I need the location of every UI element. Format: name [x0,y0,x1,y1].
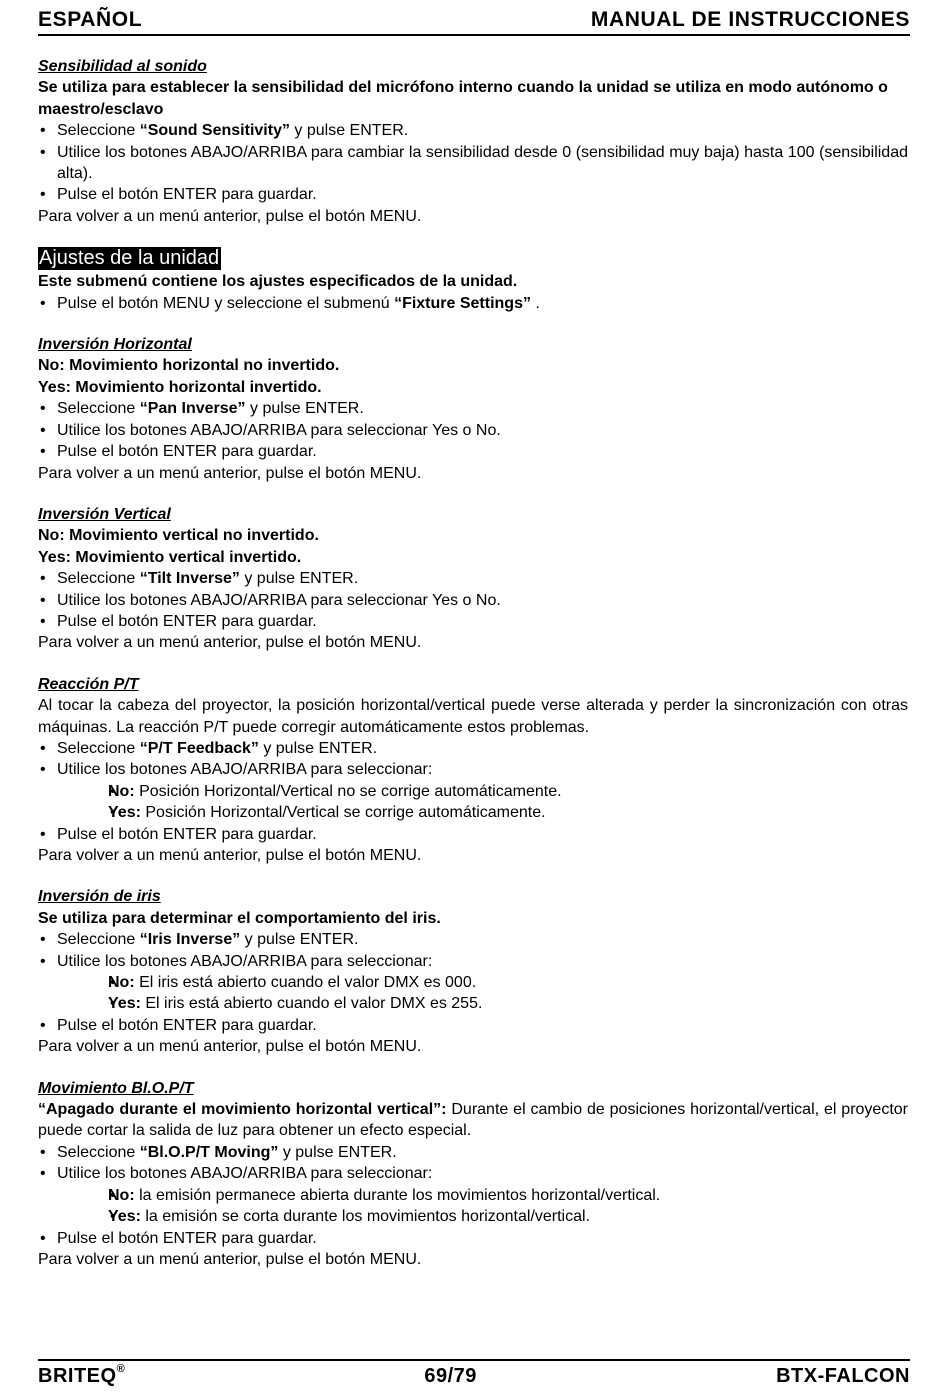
header-language: ESPAÑOL [38,8,143,31]
list-item: • Pulse el botón ENTER para guardar. [38,1228,908,1249]
list-item: • Seleccione “Pan Inverse” y pulse ENTER. [38,398,908,419]
sound-title: Sensibilidad al sonido [38,58,207,75]
iris-steps [38,929,908,1036]
feedback-title: Reacción P/T [38,675,139,693]
back-instruction: Para volver a un menú anterior, pulse el botón MENU. [38,464,422,482]
list-item: • Pulse el botón ENTER para guardar. [38,611,908,632]
option-yes: • Yes: El iris está abierto cuando el valor DMX es 255. [108,993,908,1014]
pan-title: Inversión Horizontal [38,336,192,354]
page-number: 69/79 [424,1365,477,1387]
back-instruction: Para volver a un menú anterior, pulse el botón MENU. [38,847,422,864]
blackout-options [108,1185,908,1228]
sound-steps [38,120,908,206]
iris-options [108,972,908,1015]
option-yes: • Yes: la emisión se corta durante los movimientos horizontal/vertical. [108,1206,908,1227]
list-item: • Utilice los botones ABAJO/ARRIBA para seleccionar Yes o No. [38,420,908,441]
feedback-description: Al tocar la cabeza del proyector, la posición horizontal/vertical puede verse alterada y perder la sincronización con otras máquinas. La reacción P/T puede corregir automáticamente estos problemas. [38,697,908,736]
list-item: • Pulse el botón ENTER para guardar. [38,824,908,845]
section-banner: Ajustes de la unidad [39,247,220,270]
list-item: • Seleccione “P/T Feedback” y pulse ENTER. [38,738,908,759]
section-blackout-moving [38,1078,908,1271]
menu-key-label: “P/T Feedback” [139,739,259,757]
list-item: • Utilice los botones ABAJO/ARRIBA para cambiar la sensibilidad desde 0 (sensibilidad muy baja) hasta 100 (sensibilidad alta). [38,142,908,185]
back-instruction: Para volver a un menú anterior, pulse el botón MENU. [38,634,422,652]
pan-no-desc: No: Movimiento horizontal no invertido. [38,357,340,375]
list-item: • Seleccione “Tilt Inverse” y pulse ENTER. [38,568,908,589]
section-sound-sensitivity [38,56,908,227]
list-item: • Utilice los botones ABAJO/ARRIBA para seleccionar: • No: Posición Horizontal/Vertical no se corrige automáticamente. • Yes: Posición Horizontal/Vertical se corrige automáticamente. [38,759,908,823]
section-fixture-settings [38,247,908,314]
section-pt-feedback [38,674,908,867]
list-item: • Pulse el botón ENTER para guardar. [38,184,908,205]
sound-description: Se utiliza para establecer la sensibilidad del micrófono interno cuando la unidad se utiliza en modo autónomo o maestro/esclavo [38,79,888,118]
list-item: • Pulse el botón ENTER para guardar. [38,441,908,462]
page-header [38,2,910,36]
page-footer [38,1359,910,1388]
tilt-yes-desc: Yes: Movimiento vertical invertido. [38,548,302,566]
list-item: • Utilice los botones ABAJO/ARRIBA para seleccionar Yes o No. [38,590,908,611]
iris-description: Se utiliza para determinar el comportamiento del iris. [38,909,441,927]
tilt-no-desc: No: Movimiento vertical no invertido. [38,527,319,545]
fixture-steps [38,293,908,314]
back-instruction: Para volver a un menú anterior, pulse el botón MENU. [38,207,422,225]
menu-key-label: “Pan Inverse” [139,400,246,418]
back-instruction: Para volver a un menú anterior, pulse el botón MENU. [38,1250,422,1268]
registered-mark: ® [116,1363,126,1375]
menu-key-label: “Fixture Settings” [394,294,531,312]
menu-key-label: “Tilt Inverse” [139,570,240,588]
menu-key-label: “Iris Inverse” [139,931,241,949]
tilt-title: Inversión Vertical [38,505,171,523]
page-content [38,56,908,1290]
menu-key-label: “Bl.O.P/T Moving” [139,1143,279,1161]
section-tilt-inverse [38,504,908,654]
pan-yes-desc: Yes: Movimiento horizontal invertido. [38,378,322,396]
list-item: • Utilice los botones ABAJO/ARRIBA para seleccionar: • No: El iris está abierto cuando el valor DMX es 000. • Yes: El iris está abierto cuando el valor DMX es 255. [38,951,908,1015]
list-item: • Seleccione “Bl.O.P/T Moving” y pulse ENTER. [38,1142,908,1163]
tilt-steps [38,568,908,632]
option-no: • No: Posición Horizontal/Vertical no se corrige automáticamente. [108,781,908,802]
iris-title: Inversión de iris [38,888,161,906]
blackout-steps [38,1142,908,1249]
footer-brand: BRITEQ® [38,1363,126,1387]
section-iris-inverse [38,886,908,1057]
footer-model: BTX-FALCON [776,1365,910,1387]
list-item: • Seleccione “Iris Inverse” y pulse ENTER. [38,929,908,950]
pan-steps [38,398,908,462]
menu-key-label: “Sound Sensitivity” [139,122,290,140]
option-no: • No: El iris está abierto cuando el valor DMX es 000. [108,972,908,993]
blackout-description: “Apagado durante el movimiento horizontal vertical”: Durante el cambio de posiciones horizontal/vertical, el proyector puede cortar la salida de luz para obtener un efecto especial. [38,1101,909,1140]
list-item: • Seleccione “Sound Sensitivity” y pulse ENTER. [38,120,908,141]
feedback-steps [38,738,908,845]
blackout-title: Movimiento Bl.O.P/T [38,1079,194,1097]
list-item: • Pulse el botón ENTER para guardar. [38,1015,908,1036]
option-yes: • Yes: Posición Horizontal/Vertical se corrige automáticamente. [108,802,908,823]
fixture-description: Este submenú contiene los ajustes especificados de la unidad. [38,273,518,291]
list-item: • Utilice los botones ABAJO/ARRIBA para seleccionar: • No: la emisión permanece abierta durante los movimientos horizontal/vertical. • Yes: la emisión se corta durante los movimientos horizontal/vertical. [38,1163,908,1227]
header-doc-type: MANUAL DE INSTRUCCIONES [590,8,910,31]
list-item: • Pulse el botón MENU y seleccione el submenú “Fixture Settings” . [38,293,908,314]
back-instruction: Para volver a un menú anterior, pulse el botón MENU. [38,1038,422,1056]
option-no: • No: la emisión permanece abierta durante los movimientos horizontal/vertical. [108,1185,908,1206]
feedback-options [108,781,908,824]
section-pan-inverse [38,334,908,484]
